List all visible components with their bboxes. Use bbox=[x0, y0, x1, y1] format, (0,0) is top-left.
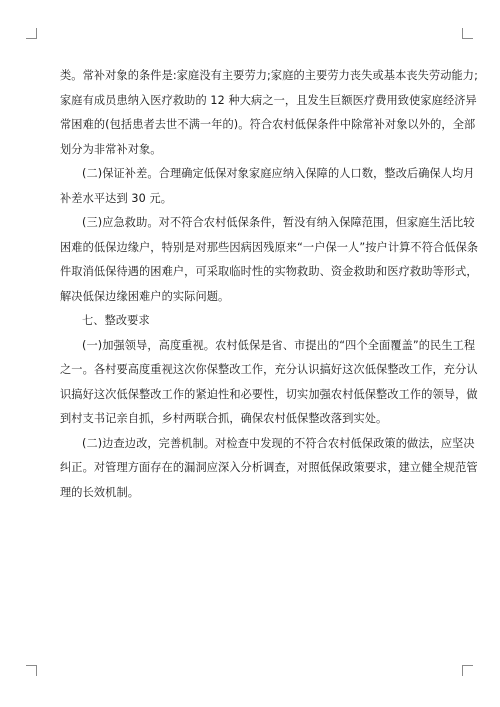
text-line: 之一。各村要高度重视这次你保整改工作，充分认识搞好这次低保整改工作，充分认 bbox=[60, 363, 478, 376]
text-line: 补差水平达到 30 元。 bbox=[60, 191, 173, 205]
page-corner-mark-top-right bbox=[462, 28, 473, 39]
section-heading-text: 七、整改要求 bbox=[82, 314, 150, 327]
paragraph bbox=[60, 211, 479, 309]
page-corner-mark-bottom-right bbox=[462, 665, 473, 676]
page-corner-mark-bottom-left bbox=[26, 665, 37, 676]
text-line: (一)加强领导，高度重视。农村低保是省、市提出的“四个全面覆盖”的民生工程 bbox=[82, 338, 476, 352]
page-corner-mark-top-left bbox=[26, 28, 37, 39]
text-line: (二)边查边改，完善机制。对检查中发现的不符合农村低保政策的做法，应坚决 bbox=[82, 436, 475, 450]
text-line: 困难的低保边缘户，特别是对那些因病因残原来“一户保一人”按户计算不符合低保条 bbox=[60, 240, 479, 254]
document-body bbox=[60, 64, 479, 505]
text-line: (三)应急救助。对不符合农村低保条件，暂没有纳入保障范围，但家庭生活比较 bbox=[82, 216, 475, 229]
paragraph bbox=[60, 162, 475, 211]
text-line: 家庭有成员患纳入医疗救助的 12 种大病之一，且发生巨额医疗费用致使家庭经济异 bbox=[60, 93, 477, 107]
paragraph bbox=[60, 432, 478, 506]
paragraph bbox=[60, 64, 478, 162]
text-line: 划分为非常补对象。 bbox=[60, 142, 162, 156]
text-line: 解决低保边缘困难户的实际问题。 bbox=[60, 289, 230, 303]
text-line: 常困难的(包括患者去世不满一年的)。符合农村低保条件中除常补对象以外的，全部 bbox=[60, 118, 476, 131]
text-line: 理的长效机制。 bbox=[60, 485, 140, 499]
section-heading bbox=[60, 309, 448, 334]
text-line: 纠正。对管理方面存在的漏洞应深入分析调查，对照低保政策要求，建立健全规范管 bbox=[60, 461, 478, 474]
text-line: 识搞好这次低保整改工作的紧迫性和必要性，切实加强农村低保整改工作的领导，做 bbox=[60, 387, 478, 401]
text-line: 类。常补对象的条件是:家庭没有主要劳力;家庭的主要劳力丧失或基本丧失劳动能力; bbox=[60, 69, 478, 82]
paragraph bbox=[60, 334, 478, 432]
text-line: 到村支书记亲自抓，乡村两联合抓，确保农村低保整改落到实处。 bbox=[60, 412, 388, 425]
text-line: 件取消低保待遇的困难户，可采取临时性的实物救助、资金救助和医疗救助等形式， bbox=[60, 265, 478, 278]
text-line: (二)保证补差。合理确定低保对象家庭应纳入保障的人口数，整改后确保人均月 bbox=[82, 167, 475, 180]
